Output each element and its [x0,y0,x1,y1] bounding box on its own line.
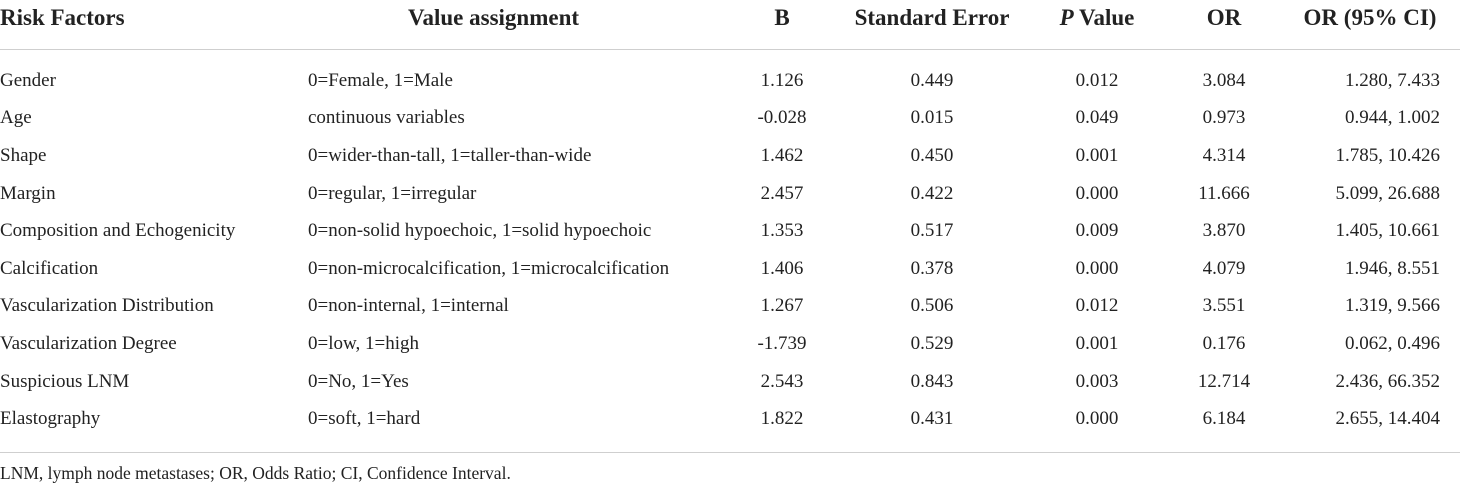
cell-or-ci: 1.405, 10.661 [1335,220,1440,242]
cell-b: 1.822 [726,400,838,452]
cell-risk-factor: Gender [0,69,56,91]
cell-or: 4.314 [1202,144,1246,166]
cell-p-value: 0.012 [1075,295,1119,317]
cell-value-assignment: 0=wider-than-tall, 1=taller-than-wide [308,144,592,166]
cell-standard-error: 0.450 [910,144,954,166]
cell-risk-factor: Age [0,107,32,129]
header-p-value [1026,0,1168,50]
cell-or-ci: 5.099, 26.688 [1335,182,1440,204]
table-row [0,363,1460,401]
cell-value-assignment: 0=non-internal, 1=internal [308,295,509,317]
table-row [0,325,1460,363]
cell-or: 4.079 [1202,257,1246,279]
cell-risk-factor: Vascularization Degree [0,332,177,354]
cell-or-ci: 1.319, 9.566 [1345,295,1440,317]
cell-p-value: 0.012 [1075,69,1119,91]
table-row [0,288,1460,326]
table-row [0,212,1460,250]
header-p-rest: Value [1073,5,1135,30]
table-footnote: LNM, lymph node metastases; OR, Odds Ratio; CI, Confidence Interval. [0,462,511,483]
cell-b: -1.739 [757,332,807,354]
header-b: B [726,0,838,50]
cell-p-value: 0.001 [1075,332,1119,354]
cell-or: 3.870 [1202,220,1246,242]
cell-b: 1.267 [760,295,804,317]
cell-standard-error: 0.843 [910,370,954,392]
cell-or: 0.176 [1202,332,1246,354]
cell-or-ci: 2.655, 14.404 [1280,400,1460,452]
cell-standard-error: 0.431 [838,400,1026,452]
cell-value-assignment: 0=non-microcalcification, 1=microcalcification [308,257,670,279]
cell-standard-error: 0.449 [910,69,954,91]
cell-b: 2.543 [760,370,804,392]
cell-b: -0.028 [757,107,807,129]
header-or-ci: OR (95% CI) [1280,0,1460,50]
table-row [0,137,1460,175]
cell-value-assignment: 0=No, 1=Yes [308,370,409,392]
cell-or-ci: 1.785, 10.426 [1335,144,1440,166]
table-row [0,100,1460,138]
table-row [0,175,1460,213]
cell-or-ci: 0.062, 0.496 [1345,332,1440,354]
cell-standard-error: 0.015 [910,107,954,129]
header-standard-error: Standard Error [838,0,1026,50]
cell-b: 2.457 [760,182,804,204]
cell-b: 1.126 [760,69,804,91]
cell-risk-factor: Calcification [0,257,99,279]
cell-risk-factor: Margin [0,182,56,204]
table-body [0,50,1460,453]
cell-p-value: 0.003 [1075,370,1119,392]
cell-risk-factor: Shape [0,144,47,166]
cell-or-ci: 0.944, 1.002 [1345,107,1440,129]
cell-or: 3.084 [1202,69,1246,91]
table-header [0,0,1460,50]
cell-value-assignment: 0=Female, 1=Male [308,69,453,91]
cell-p-value: 0.000 [1026,400,1168,452]
cell-or-ci: 1.946, 8.551 [1345,257,1440,279]
cell-p-value: 0.001 [1075,144,1119,166]
header-value-assignment: Value assignment [300,0,726,50]
cell-value-assignment: 0=regular, 1=irregular [308,182,477,204]
cell-risk-factor: Composition and Echogenicity [0,220,236,242]
header-risk-factors: Risk Factors [0,0,300,50]
cell-standard-error: 0.378 [910,257,954,279]
cell-standard-error: 0.422 [910,182,954,204]
cell-risk-factor: Suspicious LNM [0,370,130,392]
cell-or: 11.666 [1198,182,1250,204]
cell-risk-factor: Vascularization Distribution [0,295,214,317]
cell-or-ci: 2.436, 66.352 [1335,370,1440,392]
cell-p-value: 0.000 [1075,182,1119,204]
table-row [0,250,1460,288]
cell-p-value: 0.009 [1075,220,1119,242]
cell-p-value: 0.049 [1075,107,1119,129]
cell-or: 12.714 [1197,370,1251,392]
cell-risk-factor: Elastography [0,400,300,452]
cell-standard-error: 0.517 [910,220,954,242]
cell-p-value: 0.000 [1075,257,1119,279]
cell-value-assignment: 0=non-solid hypoechoic, 1=solid hypoechoic [308,220,652,242]
cell-standard-error: 0.529 [910,332,954,354]
cell-b: 1.406 [760,257,804,279]
cell-standard-error: 0.506 [910,295,954,317]
cell-or: 3.551 [1202,295,1246,317]
cell-value-assignment: 0=soft, 1=hard [300,400,726,452]
header-p-letter: P [1059,5,1074,30]
table-row [0,50,1460,100]
cell-or-ci: 1.280, 7.433 [1345,69,1440,91]
cell-value-assignment: 0=low, 1=high [308,332,419,354]
cell-value-assignment: continuous variables [308,107,465,129]
header-or: OR [1168,0,1280,50]
header-row [0,0,1460,50]
cell-or: 0.973 [1202,107,1246,129]
cell-b: 1.353 [760,220,804,242]
cell-or: 6.184 [1168,400,1280,452]
table-row [0,400,1460,452]
cell-b: 1.462 [760,144,804,166]
